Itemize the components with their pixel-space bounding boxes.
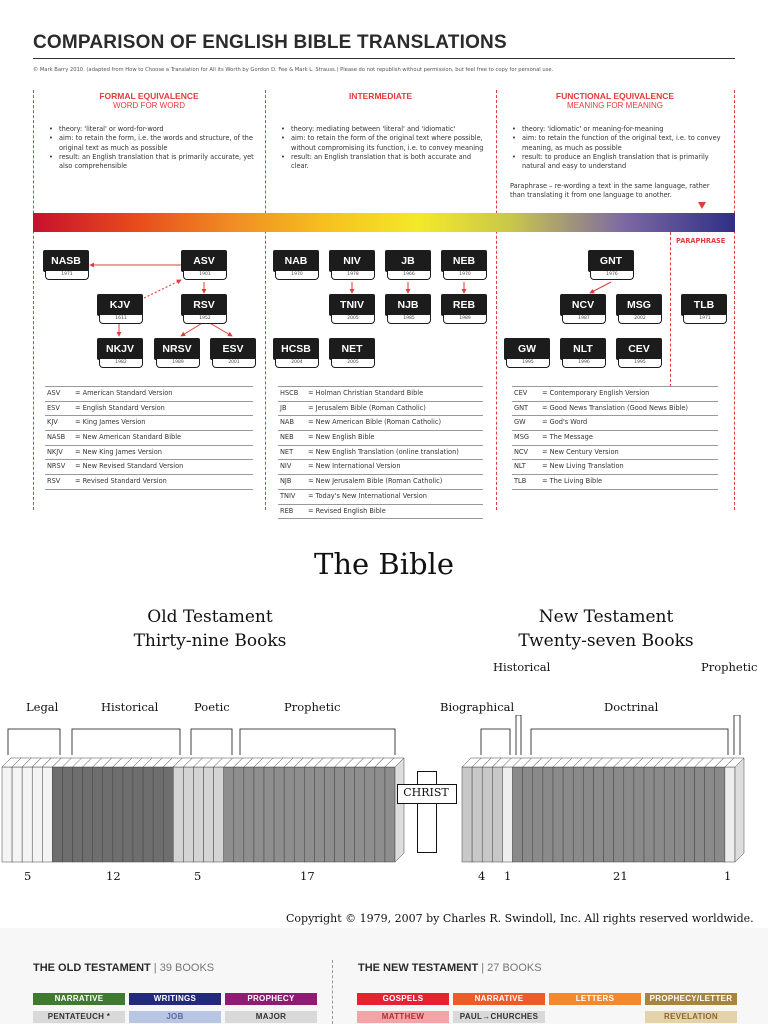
translation-book-net	[329, 338, 375, 368]
book-year: 2005	[331, 315, 375, 324]
book-spine	[664, 767, 674, 862]
translation-book-hcsb	[273, 338, 319, 368]
translation-book-niv	[329, 250, 375, 280]
book-abbr: GW	[504, 338, 550, 360]
glossary-abbr: NRSV	[47, 462, 66, 471]
glossary-row	[278, 402, 483, 417]
bible-bookshelf	[0, 715, 768, 865]
count-doctrinal: 21	[613, 869, 628, 883]
book-spine	[705, 767, 715, 862]
book-spine	[684, 767, 694, 862]
category-ot-prophetic: Prophetic	[284, 700, 341, 714]
book-spine	[42, 767, 52, 862]
book-spine	[513, 767, 523, 862]
glossary-name: = Good News Translation (Good News Bible)	[542, 403, 688, 412]
book-year: 1978	[331, 271, 375, 280]
old-testament-line2: Thirty-nine Books	[133, 631, 287, 651]
book-spine	[12, 767, 22, 862]
book-year: 1989	[443, 315, 487, 324]
glossary-abbr: NKJV	[47, 447, 63, 456]
glossary-row	[512, 386, 718, 402]
bullet-text: • theory: mediating between 'literal' and 'idiomatic'	[291, 125, 487, 134]
book-group-pill: PAUL→CHURCHES	[453, 1011, 545, 1023]
category-bracket	[481, 729, 510, 755]
book-year: 1976	[590, 271, 634, 280]
book-abbr: RSV	[181, 294, 227, 316]
glossary-abbr: NLT	[514, 462, 526, 471]
translation-book-neb	[441, 250, 487, 280]
count-biographical: 4	[478, 869, 486, 883]
book-abbr: NJB	[385, 294, 431, 316]
glossary-name: = New English Bible	[308, 433, 375, 442]
bullet-text: • theory: 'idiomatic' or meaning-for-meaning	[522, 125, 722, 134]
book-group-pill: PROPHECY/LETTER	[645, 993, 737, 1005]
book-abbr: NIV	[329, 250, 375, 272]
book-group-pill: NARRATIVE	[33, 993, 125, 1005]
book-spine	[304, 767, 314, 862]
book-year: 1971	[45, 271, 89, 280]
chart-title: COMPARISON OF ENGLISH BIBLE TRANSLATIONS	[33, 32, 507, 53]
glossary-name: = American Standard Version	[75, 389, 173, 397]
book-spine	[284, 767, 294, 862]
glossary-name: = New English Translation (online translation)	[308, 447, 459, 456]
book-spine	[472, 767, 482, 862]
translation-book-tniv	[329, 294, 375, 324]
christ-label: CHRIST	[403, 786, 449, 799]
book-spine	[274, 767, 284, 862]
category-bracket	[734, 715, 740, 755]
book-spine	[614, 767, 624, 862]
book-abbr: CEV	[616, 338, 662, 360]
book-year: 2002	[618, 315, 662, 324]
translation-book-nlt	[560, 338, 606, 368]
book-spine	[593, 767, 603, 862]
book-spine	[224, 767, 234, 862]
book-spine	[375, 767, 385, 862]
glossary-row	[45, 475, 253, 490]
count-legal: 5	[24, 869, 32, 883]
book-abbr: ASV	[181, 250, 227, 272]
book-group-pill: REVELATION	[645, 1011, 737, 1023]
glossary-name: = Contemporary English Version	[542, 389, 650, 397]
book-spine	[523, 767, 533, 862]
glossary-row	[278, 460, 483, 475]
book-spine	[52, 767, 62, 862]
bullet-text: • aim: to retain the form of the original text where possible, without compromising its function, i.e. to convey meaning	[291, 134, 487, 153]
glossary-abbr: TLB	[514, 477, 527, 486]
book-spine	[695, 767, 705, 862]
book-spine	[644, 767, 654, 862]
book-spine	[335, 767, 345, 862]
book-spine	[2, 767, 12, 862]
book-spine	[345, 767, 355, 862]
book-abbr: NKJV	[97, 338, 143, 360]
book-group-pill: MAJOR	[225, 1011, 317, 1023]
category-biographical: Biographical	[440, 700, 515, 714]
glossary-abbr: NET	[280, 447, 294, 456]
translation-book-jb	[385, 250, 431, 280]
book-group-pill: GOSPELS	[357, 993, 449, 1005]
book-spine	[674, 767, 684, 862]
chart-copyright: © Mark Barry 2010. (adapted from How to Choose a Translation for All its Worth by Gordon D. Fee & Mark L. Strauss.) Please do not republish without permission, but feel free to copy for personal use.	[33, 67, 554, 73]
book-spine	[482, 767, 492, 862]
book-spine	[103, 767, 113, 862]
glossary-abbr: MSG	[514, 433, 529, 442]
glossary-abbr: RSV	[47, 477, 61, 486]
book-spine	[183, 767, 193, 862]
book-spine	[324, 767, 334, 862]
glossary-abbr: NIV	[280, 462, 292, 471]
book-year: 1970	[275, 271, 319, 280]
formal-heading: FORMAL EQUIVALENCE	[99, 91, 199, 101]
book-abbr: NCV	[560, 294, 606, 316]
category-ot-historical: Historical	[101, 700, 159, 714]
book-year: 2005	[331, 359, 375, 368]
shelf-end	[735, 758, 744, 862]
translation-book-tlb	[681, 294, 727, 324]
book-spine	[264, 767, 274, 862]
glossary-row	[512, 431, 718, 446]
book-spine	[462, 767, 472, 862]
book-spine	[214, 767, 224, 862]
intermediate-heading: INTERMEDIATE	[348, 91, 413, 101]
glossary-abbr: JB	[280, 403, 287, 412]
count-nt-historical: 1	[504, 869, 512, 883]
book-spine	[254, 767, 264, 862]
glossary-abbr: TNIV	[280, 491, 296, 500]
book-year: 1995	[506, 359, 550, 368]
translation-book-nab	[273, 250, 319, 280]
book-spine	[173, 767, 183, 862]
book-spine	[73, 767, 83, 862]
book-abbr: GNT	[588, 250, 634, 272]
glossary-abbr: NEB	[280, 433, 294, 442]
ot-group-count: | 39 BOOKS	[153, 962, 215, 974]
nt-group-title: THE NEW TESTAMENT	[358, 962, 479, 974]
count-nt-prophetic: 1	[724, 869, 732, 883]
bullet-text: • result: an English translation that is primarily accurate, yet also comprehensible	[59, 153, 257, 172]
bible-copyright: Copyright © 1979, 2007 by Charles R. Swindoll, Inc. All rights reserved worldwide.	[286, 912, 754, 925]
glossary-row	[512, 446, 718, 461]
glossary-name: = New Jerusalem Bible (Roman Catholic)	[308, 477, 443, 486]
book-spine	[314, 767, 324, 862]
book-spine	[725, 767, 735, 862]
translation-book-gnt	[588, 250, 634, 280]
book-spine	[193, 767, 203, 862]
glossary-row	[278, 386, 483, 402]
glossary-name: = New Century Version	[542, 447, 619, 456]
translation-book-nrsv	[154, 338, 200, 368]
glossary-abbr: NAB	[280, 418, 294, 427]
book-groups-panel	[0, 928, 768, 1024]
glossary-row	[45, 386, 253, 402]
book-year: 1996	[562, 359, 606, 368]
glossary-functional	[512, 386, 718, 490]
glossary-abbr: GNT	[514, 403, 529, 412]
book-spine	[93, 767, 103, 862]
book-group-pill: JOB	[129, 1011, 221, 1023]
old-testament-heading	[100, 605, 320, 653]
glossary-name: = Today's New International Version	[308, 491, 427, 500]
book-spine	[32, 767, 42, 862]
glossary-name: = The Message	[542, 433, 593, 442]
bullet-text: • result: to produce an English translation that is primarily natural and easy to understand	[522, 153, 722, 172]
book-spine	[563, 767, 573, 862]
glossary-name: = New American Standard Bible	[75, 433, 182, 442]
category-bracket	[191, 729, 232, 755]
count-ot-historical: 12	[106, 869, 121, 883]
bullet-text: • theory: 'literal' or word-for-word	[59, 125, 257, 134]
bullet-text: • aim: to retain the function of the original text, i.e. to convey meaning, as much as possible	[522, 134, 722, 153]
glossary-name: = Jerusalem Bible (Roman Catholic)	[308, 403, 426, 412]
new-testament-heading	[496, 605, 716, 653]
glossary-abbr: ESV	[47, 403, 60, 412]
book-spine	[355, 767, 365, 862]
translation-book-reb	[441, 294, 487, 324]
translation-book-kjv	[97, 294, 143, 324]
book-spine	[123, 767, 133, 862]
book-spine	[62, 767, 72, 862]
translation-book-nasb	[43, 250, 89, 280]
category-bracket	[8, 729, 60, 755]
book-spine	[583, 767, 593, 862]
shelf-end	[395, 758, 404, 862]
functional-subheading: MEANING FOR MEANING	[566, 101, 663, 110]
book-spine	[365, 767, 375, 862]
book-spine	[715, 767, 725, 862]
glossary-abbr: HSCB	[280, 389, 299, 397]
book-spine	[624, 767, 634, 862]
book-group-pill: LETTERS	[549, 993, 641, 1005]
glossary-abbr: GW	[514, 418, 526, 427]
book-year: 1985	[387, 315, 431, 324]
book-spine	[533, 767, 543, 862]
book-year: 1982	[99, 359, 143, 368]
glossary-name: = The Living Bible	[542, 477, 603, 486]
book-spine	[22, 767, 32, 862]
book-spine	[234, 767, 244, 862]
glossary-name: = New Living Translation	[542, 462, 624, 471]
book-abbr: JB	[385, 250, 431, 272]
glossary-row	[45, 402, 253, 417]
book-year: 1611	[99, 315, 143, 324]
book-group-pill: WRITINGS	[129, 993, 221, 1005]
glossary-abbr: KJV	[47, 418, 58, 427]
book-abbr: ESV	[210, 338, 256, 360]
formal-subheading: WORD FOR WORD	[113, 101, 185, 110]
glossary-name: = Revised Standard Version	[75, 477, 167, 486]
book-year: 1952	[183, 315, 227, 324]
category-poetic: Poetic	[194, 700, 230, 714]
book-abbr: NASB	[43, 250, 89, 272]
glossary-row	[45, 431, 253, 446]
count-ot-prophetic: 17	[300, 869, 315, 883]
translation-book-cev	[616, 338, 662, 368]
book-spine	[244, 767, 254, 862]
count-poetic: 5	[194, 869, 202, 883]
category-bracket	[531, 729, 728, 755]
glossary-row	[512, 402, 718, 417]
bullet-text: • result: an English translation that is both accurate and clear.	[291, 153, 487, 172]
glossary-formal	[45, 386, 253, 490]
category-legal: Legal	[26, 700, 59, 714]
book-spine	[83, 767, 93, 862]
book-year: 1987	[562, 315, 606, 324]
category-bracket	[72, 729, 180, 755]
translation-book-asv	[181, 250, 227, 280]
new-testament-group-title	[358, 962, 542, 974]
translation-book-njb	[385, 294, 431, 324]
category-doctrinal: Doctrinal	[604, 700, 659, 714]
new-testament-line2: Twenty-seven Books	[518, 631, 694, 651]
category-nt-prophetic: Prophetic	[701, 660, 758, 674]
book-abbr: NAB	[273, 250, 319, 272]
translation-book-esv	[210, 338, 256, 368]
book-abbr: NLT	[560, 338, 606, 360]
glossary-row	[278, 490, 483, 505]
book-year: 1971	[683, 315, 727, 324]
functional-heading: FUNCTIONAL EQUIVALENCE	[555, 91, 675, 101]
book-abbr: TNIV	[329, 294, 375, 316]
book-abbr: NRSV	[154, 338, 200, 360]
glossary-abbr: NCV	[514, 447, 529, 456]
book-spine	[113, 767, 123, 862]
glossary-abbr: CEV	[514, 389, 528, 397]
book-spine	[634, 767, 644, 862]
book-group-pill: NARRATIVE	[453, 993, 545, 1005]
glossary-abbr: ASV	[47, 389, 61, 397]
glossary-intermediate	[278, 386, 483, 519]
book-abbr: MSG	[616, 294, 662, 316]
book-spine	[143, 767, 153, 862]
glossary-row	[278, 431, 483, 446]
translation-book-ncv	[560, 294, 606, 324]
bible-title: The Bible	[314, 547, 454, 581]
book-spine	[204, 767, 214, 862]
book-year: 1995	[618, 359, 662, 368]
book-year: 2001	[212, 359, 256, 368]
category-bracket	[240, 729, 395, 755]
old-testament-line1: Old Testament	[147, 607, 273, 627]
glossary-name: = New Revised Standard Version	[75, 462, 184, 471]
glossary-name: = God's Word	[542, 418, 588, 427]
bullet-text: • aim: to retain the form, i.e. the words and structure, of the original text as much as possible	[59, 134, 257, 153]
book-abbr: NEB	[441, 250, 487, 272]
new-testament-line1: New Testament	[538, 607, 674, 627]
book-group-pill: PENTATEUCH *	[33, 1011, 125, 1023]
book-group-pill: PROPHECY	[225, 993, 317, 1005]
book-spine	[553, 767, 563, 862]
glossary-row	[45, 416, 253, 431]
glossary-name: = Holman Christian Standard Bible	[308, 389, 424, 397]
book-year: 1901	[183, 271, 227, 280]
old-testament-group-title	[33, 962, 214, 974]
glossary-row	[512, 475, 718, 490]
glossary-abbr: REB	[280, 506, 294, 515]
book-abbr: KJV	[97, 294, 143, 316]
book-spine	[492, 767, 502, 862]
paraphrase-label: PARAPHRASE	[676, 237, 726, 245]
book-year: 2004	[275, 359, 319, 368]
book-spine	[163, 767, 173, 862]
translation-book-gw	[504, 338, 550, 368]
book-spine	[604, 767, 614, 862]
glossary-abbr: NJB	[280, 477, 292, 486]
ot-group-title: THE OLD TESTAMENT	[33, 962, 151, 974]
book-abbr: NET	[329, 338, 375, 360]
book-year: 1989	[156, 359, 200, 368]
glossary-row	[512, 460, 718, 475]
glossary-row	[512, 416, 718, 431]
glossary-row	[278, 475, 483, 490]
book-spine	[153, 767, 163, 862]
book-spine	[133, 767, 143, 862]
book-year: 1966	[387, 271, 431, 280]
glossary-row	[278, 416, 483, 431]
book-spine	[502, 767, 512, 862]
glossary-row	[45, 446, 253, 461]
glossary-name: = New International Version	[308, 462, 401, 471]
book-spine	[294, 767, 304, 862]
category-bracket	[516, 715, 521, 755]
glossary-row	[45, 460, 253, 475]
glossary-name: = King James Version	[75, 418, 146, 427]
group-divider	[332, 960, 333, 1024]
book-abbr: REB	[441, 294, 487, 316]
glossary-name: = New King James Version	[75, 447, 162, 456]
nt-group-count: | 27 BOOKS	[481, 962, 542, 974]
book-abbr: HCSB	[273, 338, 319, 360]
book-group-pill: MATTHEW	[357, 1011, 449, 1023]
glossary-abbr: NASB	[47, 433, 66, 442]
translation-book-msg	[616, 294, 662, 324]
book-abbr: TLB	[681, 294, 727, 316]
paraphrase-note: Paraphrase – re-wording a text in the same language, rather than translating it from one language to another.	[510, 182, 710, 200]
glossary-row	[278, 505, 483, 520]
glossary-row	[278, 446, 483, 461]
book-year: 1970	[443, 271, 487, 280]
category-nt-historical: Historical	[493, 660, 551, 674]
glossary-name: = English Standard Version	[75, 403, 165, 412]
book-spine	[573, 767, 583, 862]
book-spine	[543, 767, 553, 862]
glossary-name: = New American Bible (Roman Catholic)	[308, 418, 442, 427]
book-spine	[385, 767, 395, 862]
translation-book-rsv	[181, 294, 227, 324]
translation-book-nkjv	[97, 338, 143, 368]
glossary-name: = Revised English Bible	[308, 506, 386, 515]
book-spine	[654, 767, 664, 862]
